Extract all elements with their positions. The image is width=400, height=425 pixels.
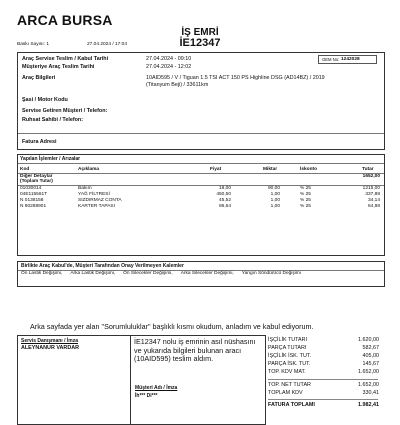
cell-miktar: 1,00 <box>270 204 280 209</box>
total-value: 1.652,00 <box>358 382 379 388</box>
oem-label: OEM No: <box>322 57 340 62</box>
info-label: Araç Servise Teslim / Kabul Tarihi <box>22 56 109 62</box>
total-row <box>268 337 383 345</box>
total-label: PARÇA TUTARI <box>268 345 307 351</box>
invoice-total-value: 1.982,41 <box>358 402 379 408</box>
total-label: TOP. NET TUTAR <box>268 382 311 388</box>
advisor-title: Servis Danışmanı / İmza <box>21 338 78 344</box>
cell-tutar: 34,14 <box>367 198 380 203</box>
cell-kod: N 90288901 <box>20 204 47 209</box>
total-label: PARÇA İSK. TUT. <box>268 361 311 367</box>
col-header-tutar: Tutar <box>362 167 374 172</box>
cell-tutar: 1215,00 <box>362 186 380 191</box>
oem-value: 1242028 <box>341 56 360 62</box>
unapproved-item: Ön Lastik Değişimi, <box>21 271 63 276</box>
delivery-statement: İE12347 nolu iş emrinin asıl nüshasını ve yukarıda bilgileri bulunan aracı (10AID595) teslim aldım. <box>134 337 256 364</box>
total-value: 405,00 <box>362 353 379 359</box>
col-header-kod: Kod <box>20 167 30 172</box>
cell-kod: N 0138158 <box>20 198 44 203</box>
unapproved-items-box <box>17 261 385 287</box>
cell-aciklama: Bakım <box>78 186 92 191</box>
cell-tutar: 64,98 <box>367 204 380 209</box>
cell-iskonto: % 25 <box>300 186 311 191</box>
total-label: TOP. KDV MAT. <box>268 369 306 375</box>
total-row <box>268 361 383 369</box>
delivery-statement-box <box>130 335 266 425</box>
total-value: 582,67 <box>362 345 379 351</box>
brand-name: ARCA BURSA <box>17 12 113 28</box>
info-label: Servise Getiren Müşteri / Telefon: <box>22 108 108 114</box>
total-value: 145,67 <box>362 361 379 367</box>
print-date: 27.04.2024 / 17:04 <box>87 42 128 47</box>
unapproved-item: Arka Silecekler Değişimi, <box>180 271 234 276</box>
cell-fiyat: 45,52 <box>218 198 231 203</box>
group-label: Diğer Detaylar <box>20 174 53 179</box>
col-header-iskonto: İskonto <box>300 167 318 172</box>
info-label: Araç Bilgileri <box>22 75 56 81</box>
group-sublabel: (Toplam Tutar) <box>20 179 53 184</box>
divider <box>18 133 384 134</box>
oem-number-box <box>318 55 377 64</box>
divider <box>18 163 384 164</box>
responsibility-notice: Arka sayfada yer alan "Sorumluluklar" başlıklı kısmı okudum, anladım ve kabul ediyorum. <box>30 322 314 331</box>
info-value: 27.04.2024 - 09:10 <box>146 56 192 62</box>
cell-iskonto: % 25 <box>300 204 311 209</box>
cell-fiyat: 86,64 <box>218 204 231 209</box>
table-row <box>18 204 384 210</box>
col-header-fiyat: Fiyat <box>210 167 222 172</box>
cell-miktar: 90,00 <box>267 186 280 191</box>
unapproved-items-title: Birlikte Araç Kabul'de, Müşteri Tarafından Onay Verilmeyen Kalemler <box>21 263 184 269</box>
total-row <box>268 382 383 390</box>
unapproved-item: Ön Silecekler Değişimi, <box>123 271 173 276</box>
total-row <box>268 345 383 353</box>
total-label: İŞÇİLİK TUTARI <box>268 337 308 343</box>
divider <box>268 379 378 380</box>
unapproved-items-list <box>21 271 309 276</box>
cell-fiyat: 18,00 <box>218 186 231 191</box>
vehicle-info-box <box>17 52 385 150</box>
cell-kod: 01030014 <box>20 186 42 191</box>
cell-miktar: 1,00 <box>270 192 280 197</box>
info-label: Fatura Adresi <box>22 139 57 145</box>
advisor-name: ALEYNANUR VARDAR <box>21 345 79 351</box>
print-count: Baskı Sayısı: 1 <box>17 42 49 47</box>
total-value: 330,41 <box>362 390 379 396</box>
cell-aciklama: YAĞ FİLTRESİ <box>78 192 110 197</box>
unapproved-item: Yangın Söndürücü Değişimi <box>241 271 301 276</box>
total-value: 1.652,00 <box>358 369 379 375</box>
form-title: İŞ EMRİ <box>181 27 219 38</box>
total-row <box>268 369 383 377</box>
col-header-miktar: Miktar <box>263 167 278 172</box>
info-label: Şasi / Motor Kodu <box>22 97 68 103</box>
total-label: TOPLAM KDV <box>268 390 303 396</box>
divider <box>268 399 378 400</box>
invoice-total-label: FATURA TOPLAMI <box>268 402 315 408</box>
total-label: İŞÇİLİK İSK. TUT. <box>268 353 312 359</box>
cell-iskonto: % 25 <box>300 198 311 203</box>
cell-miktar: 1,00 <box>270 198 280 203</box>
cell-fiyat: 450,50 <box>216 192 231 197</box>
col-header-aciklama: Açıklama <box>78 167 100 172</box>
vehicle-details-cont: (Titanyum Beji) / 33611km <box>146 82 209 88</box>
total-row <box>268 390 383 398</box>
total-row <box>268 353 383 361</box>
cell-aciklama: SIZDIRMAZ CONTA <box>78 198 122 203</box>
operations-title: Yapılan İşlemler / Arızalar <box>20 156 81 162</box>
info-label: Ruhsat Sahibi / Telefon: <box>22 117 83 123</box>
unapproved-item: Arka Lastik Değişimi, <box>70 271 116 276</box>
total-value: 1.620,00 <box>358 337 379 343</box>
print-meta <box>17 42 145 47</box>
customer-title: Müşteri Adı / İmza <box>135 385 178 391</box>
cell-kod: 04E115561T <box>20 192 48 197</box>
totals-panel <box>268 335 383 425</box>
advisor-signature-box <box>17 335 131 425</box>
operations-table <box>17 154 385 256</box>
cell-iskonto: % 25 <box>300 192 311 197</box>
info-value: 27.04.2024 - 12:02 <box>146 64 192 70</box>
cell-tutar: 337,88 <box>365 192 380 197</box>
invoice-total-row <box>268 402 383 410</box>
cell-aciklama: KARTER TAPASI <box>78 204 115 209</box>
info-label: Müşteriye Araç Teslim Tarihi <box>22 64 95 70</box>
work-order-number: İE12347 <box>179 37 221 49</box>
customer-name: İh*** Di*** <box>135 393 158 399</box>
vehicle-details: 10AID595 / V / Tiguan 1.5 TSI ACT 150 PS Highline DSG (AD14BZ) / 2019 <box>146 75 325 81</box>
group-total: 1652,00 <box>362 174 380 179</box>
